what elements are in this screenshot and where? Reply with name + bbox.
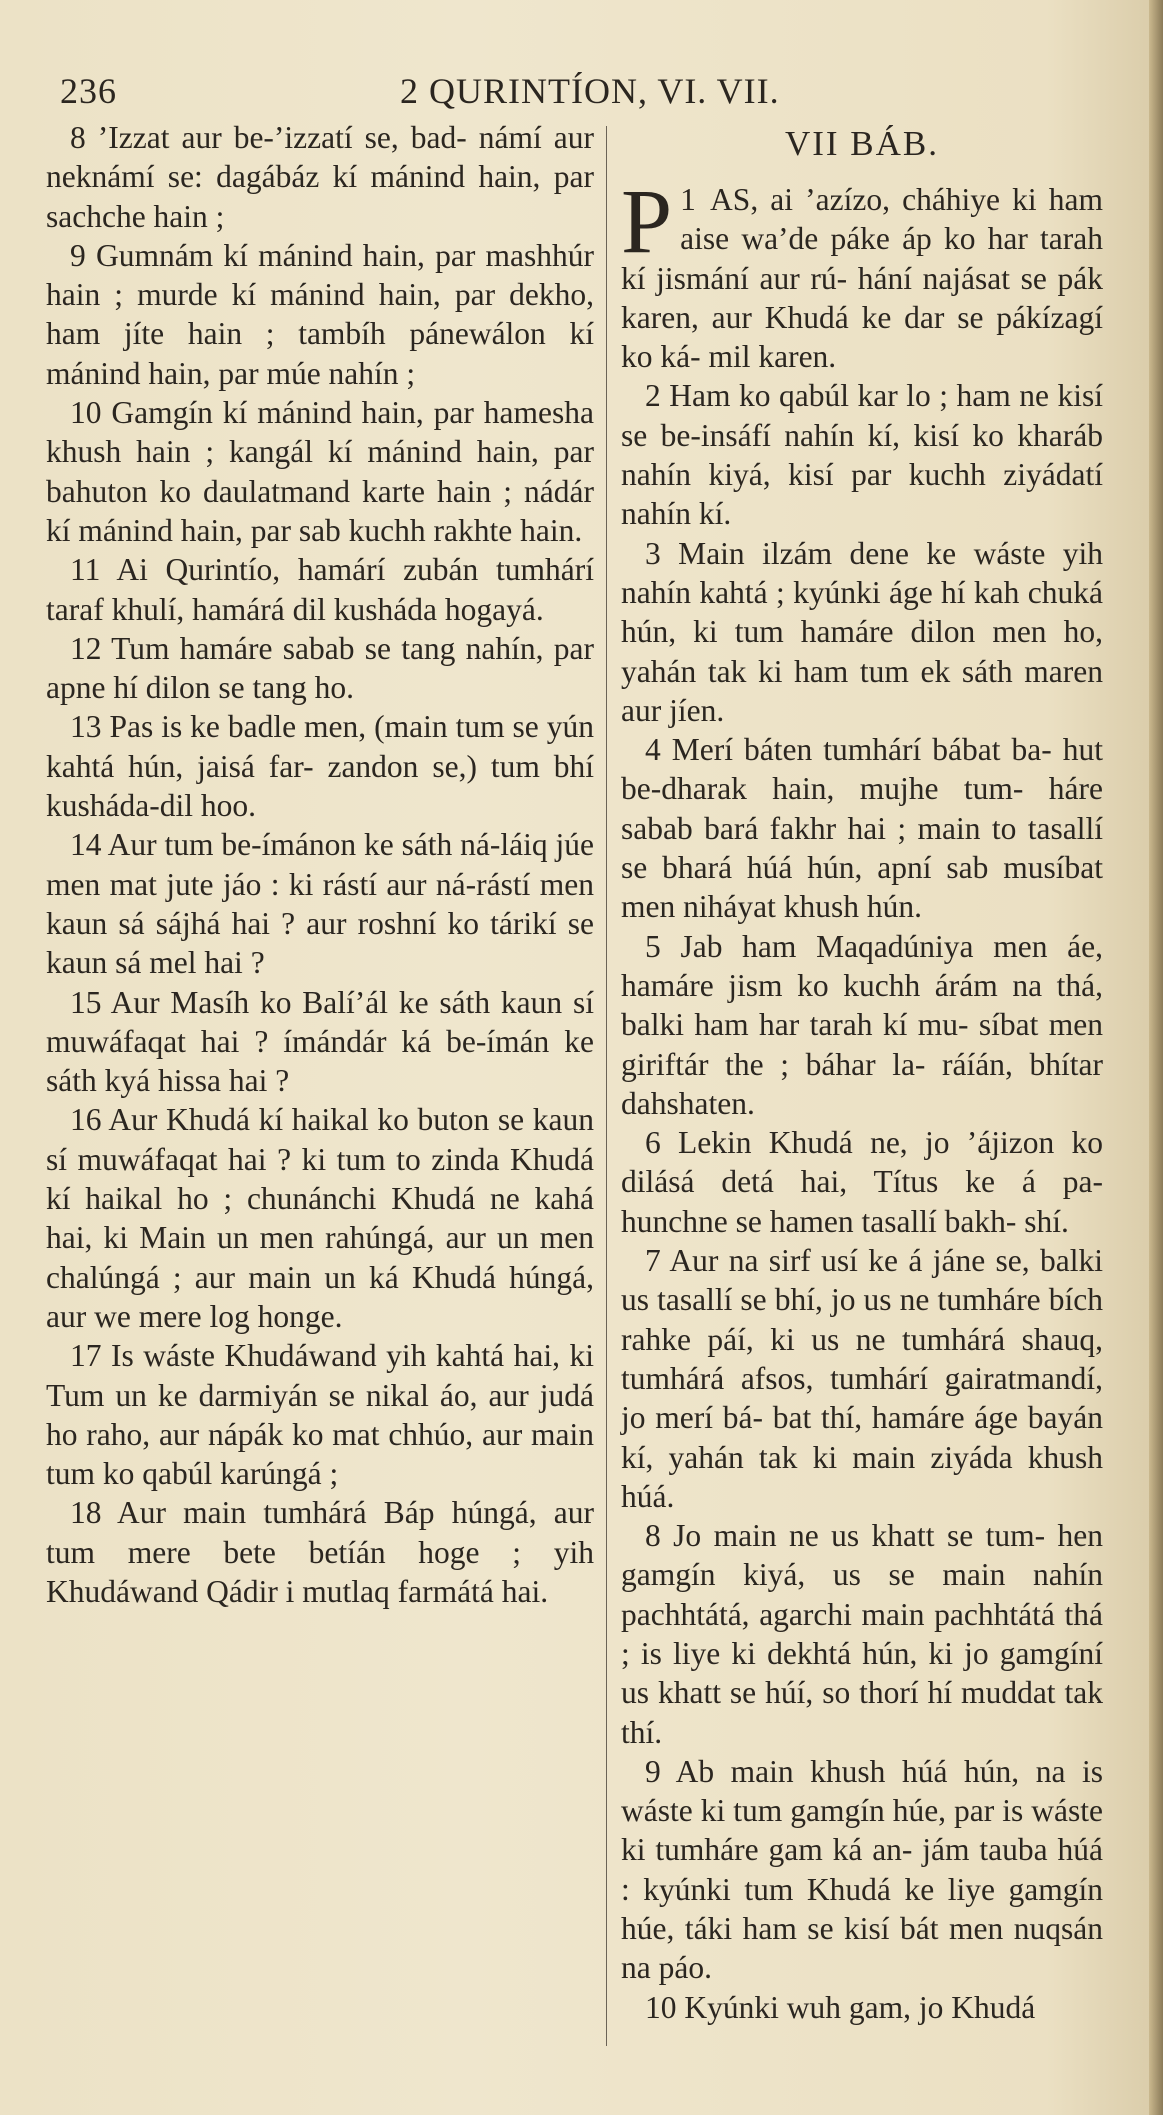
running-head: 2 QURINTÍON, VI. VII. [400, 71, 780, 111]
verse-12: 12 Tum hamáre sabab se tang nahín, par apne hí dilon se tang ho. [46, 630, 594, 706]
right-column [621, 118, 1103, 2027]
chapter-7-verse-5: 5 Jab ham Maqadúniya men áe, hamáre jism ko kuchh árám na thá, balki ham har tarah kí mu- síbat men giriftár the ; báhar la- ráíán, bhítar dahshaten. [621, 928, 1103, 1121]
chapter-7-verse-4: 4 Merí báten tumhárí bábat ba- hut be-dharak hain, mujhe tum- háre sabab bará fakhr hai ; main to tasallí se bhará húá hún, apní sab musíbat men niháyat khush hún. [621, 732, 1103, 925]
verse-8: 8 ’Izzat aur be-’izzatí se, bad- námí aur neknámí se: dagábáz kí mánind hain, par sachche hain ; [46, 120, 594, 234]
chapter-7-verse-6: 6 Lekin Khudá ne, jo ’ájizon ko dilásá detá hai, Títus ke á pa- hunchne se hamen tasallí bakh- shí. [621, 1125, 1103, 1239]
page-header [60, 70, 1140, 118]
verse-15: 15 Aur Masíh ko Balí’ál ke sáth kaun sí muwáfaqat hai ? ímándár ká be-ímán ke sáth kyá hissa hai ? [46, 984, 594, 1099]
chapter-7-verse-1 [621, 170, 1103, 376]
chapter-7-verse-7: 7 Aur na sirf usí ke á jáne se, balki us tasallí se bhí, jo us ne tumháre bích rahke páí, ki us ne tumhárá shauq, tumhárá afsos, tumhárí gairatmandí, jo merí bá- bat thí, hamáre áge bayán kí, yahán tak ki main ziyáda khush húá. [621, 1243, 1103, 1514]
chapter-7-verse-2: 2 Ham ko qabúl kar lo ; ham ne kisí se be-insáfí nahín kí, kisí ko kharáb nahín kiyá, kisí par kuchh ziyádatí nahín kí. [621, 378, 1103, 532]
chapter-title: VII BÁB. [784, 124, 940, 163]
chapter-7-verse-8: 8 Jo main ne us khatt se tum- hen gamgín kiyá, us se main nahín pachhtátá, agarchi main pachhtátá thá ; is liye ki dekhtá hún, ki jo gamgíní us khatt se húí, so thorí hí muddat tak thí. [621, 1518, 1103, 1750]
column-divider [606, 126, 607, 2046]
verse-text: AS, ai ’azízo, cháhiye ki ham aise wa’de páke áp ko har tarah kí jismání aur rú- hání najásat se pák karen, aur Khudá ke dar se pákízagí ko ká- mil karen. [621, 182, 1103, 375]
left-column [46, 118, 594, 1611]
verse-17: 17 Is wáste Khudáwand yih kahtá hai, ki Tum un ke darmiyán se nikal áo, aur judá ho raho, aur nápák ko mat chhúo, aur main tum ko qabúl karúngá ; [46, 1338, 594, 1492]
drop-cap: P [621, 170, 673, 272]
page-number: 236 [60, 71, 117, 111]
verse-11: 11 Ai Qurintío, hamárí zubán tumhárí taraf khulí, hamárá dil kusháda hogayá. [46, 552, 594, 627]
page-edge-shadow [1149, 0, 1163, 2115]
verse-9: 9 Gumnám kí mánind hain, par mashhúr hain ; murde kí mánind hain, par dekho, ham jíte hain ; tambíh pánewálon kí mánind hain, par múe nahín ; [46, 237, 594, 391]
chapter-7-verse-10: 10 Kyúnki wuh gam, jo Khudá [645, 1989, 1036, 2025]
verse-14: 14 Aur tum be-ímánon ke sáth ná-láiq júe men mat jute jáo : ki rástí aur ná-rástí men kaun sá sájhá hai ? aur roshní ko tárikí se kaun sá mel hai ? [46, 827, 594, 981]
chapter-7-verse-3: 3 Main ilzám dene ke wáste yih nahín kahtá ; kyúnki áge hí kah chuká hún, ki tum hamáre dilon men ho, yahán tak ki ham tum ek sáth maren aur jíen. [621, 535, 1103, 728]
verse-number: 1 [680, 182, 696, 217]
verse-13: 13 Pas is ke badle men, (main tum se yún kahtá hún, jaisá far- zandon se,) tum bhí kusháda-dil hoo. [46, 709, 594, 824]
verse-10: 10 Gamgín kí mánind hain, par hamesha khush hain ; kangál kí mánind hain, par bahuton ko daulatmand karte hain ; nádár kí mánind hain, par sab kuchh rakhte hain. [46, 395, 594, 548]
chapter-7-verse-9: 9 Ab main khush húá hún, na is wáste ki tum gamgín húe, par is wáste ki tumháre gam ká an- jám tauba húá : kyúnki tum Khudá ke liye gamgín húe, táki ham se kisí bát men nuqsán na páo. [621, 1753, 1103, 1986]
verse-16: 16 Aur Khudá kí haikal ko buton se kaun sí muwáfaqat hai ? ki tum to zinda Khudá kí haikal ho ; chunánchi Khudá ne kahá hai, ki Main un men rahúngá, aur un men chalúngá ; aur main un ká Khudá húngá, aur we mere log honge. [46, 1102, 594, 1334]
verse-18: 18 Aur main tumhárá Báp húngá, aur tum mere bete betíán hoge ; yih Khudáwand Qádir i mutlaq farmátá hai. [46, 1495, 594, 1609]
